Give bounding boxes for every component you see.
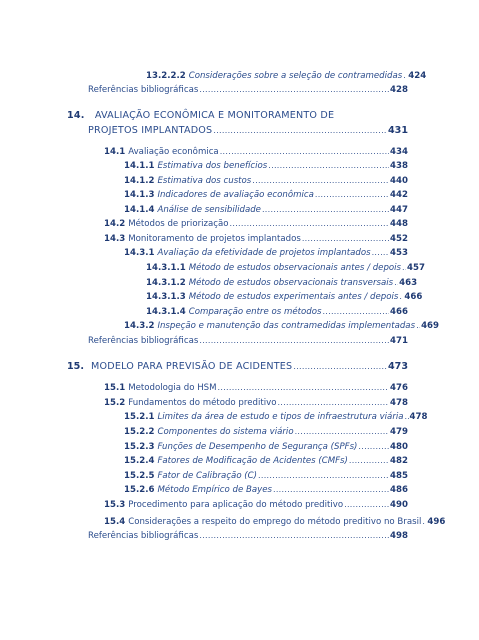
leader-dots (302, 233, 389, 244)
leader-dots (199, 84, 389, 95)
toc-entry[interactable] (88, 335, 408, 347)
toc-entry-number: 15.1 (104, 383, 126, 393)
toc-entry-page: 476 (390, 383, 408, 393)
leader-dots (262, 204, 389, 215)
toc-entry-number: 15.2.3 (124, 442, 155, 452)
toc-entry-page: 457 (407, 263, 425, 273)
toc-entry-number: 14.1 (104, 147, 126, 157)
toc-entry-number: 13.2.2.2 (146, 71, 186, 81)
toc-entry-number: 14.1.1 (124, 161, 155, 171)
toc-entry-title: Métodos de priorização (128, 219, 229, 229)
toc-entry[interactable] (146, 70, 427, 82)
toc-entry-number: 14.3.1.2 (146, 278, 186, 288)
toc-entry[interactable] (146, 262, 425, 274)
toc-entry-page: 438 (390, 161, 408, 171)
leader-dots (372, 247, 389, 258)
toc-entry-page: 466 (404, 292, 423, 302)
toc-entry-number: 14.3.1.1 (146, 263, 186, 273)
toc-entry-page: 486 (390, 485, 408, 495)
toc-entry[interactable] (124, 175, 408, 187)
leader-dots (405, 411, 409, 422)
chapter-number: 14. (67, 110, 85, 121)
toc-entry-number: 14.2 (104, 219, 126, 229)
toc-entry-title: Avaliação da efetividade de projetos implantados (157, 248, 371, 258)
toc-entry-title: Análise de sensibilidade (157, 205, 261, 215)
leader-dots (258, 470, 389, 481)
toc-entry-title: Método de estudos experimentais antes / depois (188, 292, 399, 302)
toc-entry[interactable] (146, 291, 423, 303)
leader-dots (293, 361, 387, 372)
toc-entry[interactable] (124, 441, 408, 453)
toc-entry-page: 442 (390, 190, 408, 200)
toc-entry[interactable] (104, 516, 446, 528)
leader-dots (230, 218, 390, 229)
toc-entry-title: Considerações a respeito do emprego do método preditivo no Brasil (128, 517, 422, 527)
toc-entry-title: Procedimento para aplicação do método preditivo (128, 500, 344, 510)
leader-dots (218, 382, 390, 393)
toc-entry-page: 428 (390, 85, 408, 95)
toc-entry-title: Método de estudos observacionais transversais (188, 278, 394, 288)
chapter-title: MODELO PARA PREVISÃO DE ACIDENTES (91, 361, 293, 372)
chapter-15-heading[interactable] (67, 361, 408, 372)
toc-entry-title: Funções de Desempenho de Segurança (SPFs) (157, 442, 358, 452)
toc-entry[interactable] (124, 247, 408, 259)
leader-dots (399, 291, 403, 302)
toc-entry-title: Estimativa dos custos (157, 176, 252, 186)
toc-entry-title: Componentes do sistema viário (157, 427, 294, 437)
toc-entry-title: Método Empírico de Bayes (157, 485, 272, 495)
toc-entry-number: 15.2.5 (124, 471, 155, 481)
toc-entry[interactable] (124, 484, 408, 496)
toc-entry[interactable] (124, 426, 408, 438)
toc-entry-page: 463 (399, 278, 418, 288)
chapter-title-line2: PROJETOS IMPLANTADOS (88, 125, 213, 136)
leader-dots (394, 277, 398, 288)
leader-dots (416, 320, 420, 331)
toc-entry-number: 15.2.6 (124, 485, 155, 495)
toc-entry-page: 471 (390, 336, 408, 346)
toc-entry-title: Referências bibliográficas (88, 531, 199, 541)
toc-entry[interactable] (124, 411, 428, 423)
toc-entry-page: 469 (421, 321, 440, 331)
toc-entry-page: 453 (390, 248, 408, 258)
toc-entry-title: Indicadores de avaliação econômica (157, 190, 314, 200)
leader-dots (349, 455, 389, 466)
toc-entry-number: 14.3.2 (124, 321, 155, 331)
leader-dots (252, 175, 389, 186)
leader-dots (422, 516, 426, 527)
leader-dots (273, 484, 389, 495)
toc-entry-number: 14.3.1.3 (146, 292, 186, 302)
toc-entry-title: Referências bibliográficas (88, 85, 199, 95)
leader-dots (322, 306, 389, 317)
toc-entry[interactable] (124, 455, 408, 467)
toc-entry-number: 14.1.4 (124, 205, 155, 215)
toc-entry-page: 452 (390, 234, 408, 244)
toc-entry-number: 14.1.3 (124, 190, 155, 200)
leader-dots (277, 397, 389, 408)
toc-entry-title: Considerações sobre a seleção de contramedidas (188, 71, 403, 81)
toc-entry-page: 479 (390, 427, 408, 437)
toc-entry[interactable] (104, 499, 408, 511)
toc-entry-page: 490 (390, 500, 408, 510)
toc-entry[interactable] (104, 218, 408, 230)
leader-dots (403, 70, 407, 81)
toc-entry-page: 478 (390, 398, 408, 408)
toc-entry-title: Metodologia do HSM (128, 383, 217, 393)
toc-entry-page: 440 (390, 176, 408, 186)
toc-entry-number: 14.1.2 (124, 176, 155, 186)
leader-dots (295, 426, 389, 437)
toc-entry-title: Monitoramento de projetos implantados (128, 234, 301, 244)
chapter-page: 431 (387, 125, 408, 136)
toc-entry[interactable] (146, 277, 418, 289)
toc-entry-number: 14.3 (104, 234, 126, 244)
leader-dots (402, 262, 406, 273)
toc-entry-page: 424 (408, 71, 427, 81)
toc-entry-number: 15.2.2 (124, 427, 155, 437)
toc-entry-page: 448 (390, 219, 408, 229)
toc-entry-title: Método de estudos observacionais antes / depois (188, 263, 402, 273)
toc-entry-page: 485 (390, 471, 408, 481)
toc-entry-page: 498 (390, 531, 408, 541)
toc-entry-number: 15.2.1 (124, 412, 155, 422)
toc-entry-title: Fundamentos do método preditivo (128, 398, 277, 408)
toc-entry-number: 15.2.4 (124, 456, 155, 466)
toc-entry[interactable] (88, 84, 408, 96)
toc-entry[interactable] (124, 160, 408, 172)
leader-dots (199, 530, 389, 541)
toc-entry-title: Fator de Calibração (C) (157, 471, 258, 481)
toc-entry[interactable] (88, 530, 408, 542)
leader-dots (268, 160, 389, 171)
toc-entry-page: 447 (390, 205, 408, 215)
chapter-14-heading-line1[interactable] (67, 110, 334, 122)
toc-entry[interactable] (104, 233, 408, 245)
chapter-title-line1: AVALIAÇÃO ECONÔMICA E MONITORAMENTO DE (94, 110, 335, 121)
chapter-14-heading-line2[interactable] (88, 125, 408, 136)
toc-entry-title: Inspeção e manutenção das contramedidas implementadas (157, 321, 416, 331)
toc-entry-number: 15.3 (104, 500, 126, 510)
toc-entry[interactable] (124, 204, 408, 216)
toc-entry[interactable] (124, 320, 440, 332)
toc-entry[interactable] (104, 397, 408, 409)
toc-entry[interactable] (146, 306, 408, 318)
toc-entry-page: 496 (427, 517, 446, 527)
toc-entry-title: Referências bibliográficas (88, 336, 199, 346)
leader-dots (220, 146, 389, 157)
toc-entry-page: 466 (390, 307, 408, 317)
toc-entry[interactable] (104, 146, 408, 158)
toc-entry-title: Limites da área de estudo e tipos de infraestrutura viária (157, 412, 404, 422)
toc-entry-title: Fatores de Modificação de Acidentes (CMFs) (157, 456, 348, 466)
toc-entry[interactable] (124, 470, 408, 482)
toc-entry-page: 480 (390, 442, 408, 452)
leader-dots (213, 125, 387, 136)
toc-entry-title: Estimativa dos benefícios (157, 161, 268, 171)
leader-dots (315, 189, 389, 200)
leader-dots (199, 335, 389, 346)
leader-dots (344, 499, 389, 510)
toc-entry-title: Avaliação econômica (128, 147, 219, 157)
toc-entry-page: 482 (390, 456, 408, 466)
toc-entry-title: Comparação entre os métodos (188, 307, 322, 317)
toc-entry[interactable] (104, 382, 408, 394)
toc-entry[interactable] (124, 189, 408, 201)
toc-entry-number: 14.3.1 (124, 248, 155, 258)
toc-entry-number: 14.3.1.4 (146, 307, 186, 317)
chapter-number: 15. (67, 361, 84, 372)
toc-entry-page: 478 (409, 412, 428, 422)
toc-entry-number: 15.4 (104, 517, 126, 527)
leader-dots (358, 441, 389, 452)
chapter-page: 473 (387, 361, 408, 372)
toc-entry-number: 15.2 (104, 398, 126, 408)
toc-entry-page: 434 (390, 147, 408, 157)
